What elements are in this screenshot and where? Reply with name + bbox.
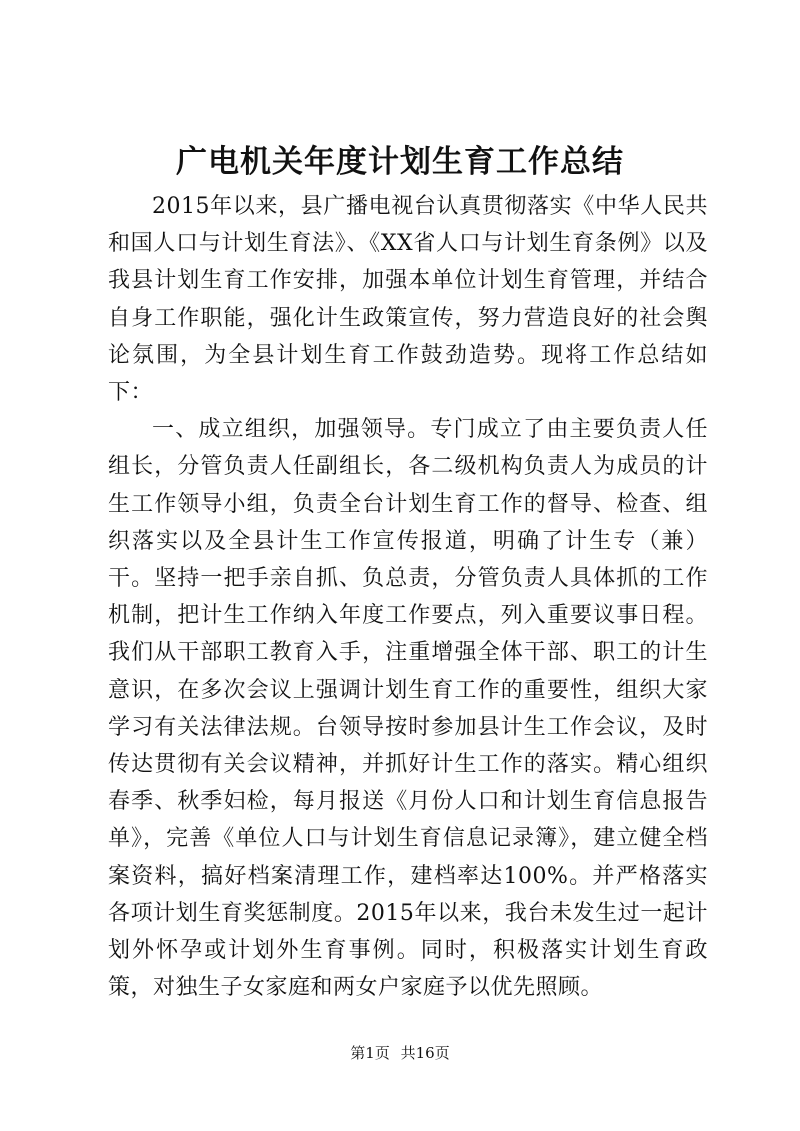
document-body: [108, 188, 708, 1006]
document-title: 广电机关年度计划生育工作总结: [176, 144, 624, 180]
page-total: 共16页: [400, 1044, 450, 1062]
intro-paragraph: 2015年以来，县广播电视台认真贯彻落实《中华人民共和国人口与计划生育法》、《XX省人口与计划生育条例》以及我县计划生育工作安排，加强本单位计划生育管理，并结合自身工作职能，强化计生政策宣传，努力营造良好的社会舆论氛围，为全县计划生育工作鼓劲造势。现将工作总结如下：: [108, 194, 708, 406]
page-footer: [0, 1043, 800, 1063]
page-number: 第1页: [350, 1044, 390, 1062]
section-one-paragraph: 一、成立组织，加强领导。专门成立了由主要负责人任组长，分管负责人任副组长，各二级机构负责人为成员的计生工作领导小组，负责全台计划生育工作的督导、检查、组织落实以及全县计生工作宣传报道，明确了计生专（兼）干。坚持一把手亲自抓、负总责，分管负责人具体抓的工作机制，把计生工作纳入年度工作要点，列入重要议事日程。我们从干部职工教育入手，注重增强全体干部、职工的计生意识，在多次会议上强调计划生育工作的重要性，组织大家学习有关法律法规。台领导按时参加县计生工作会议，及时传达贯彻有关会议精神，并抓好计生工作的落实。精心组织春季、秋季妇检，每月报送《月份人口和计划生育信息报告单》，完善《单位人口与计划生育信息记录簿》，建立健全档案资料，搞好档案清理工作，建档率达100%。并严格落实各项计划生育奖惩制度。2015年以来，我台未发生过一起计划外怀孕或计划外生育事例。同时，积极落实计划生育政策，对独生子女家庭和两女户家庭予以优先照顾。: [108, 417, 708, 1001]
